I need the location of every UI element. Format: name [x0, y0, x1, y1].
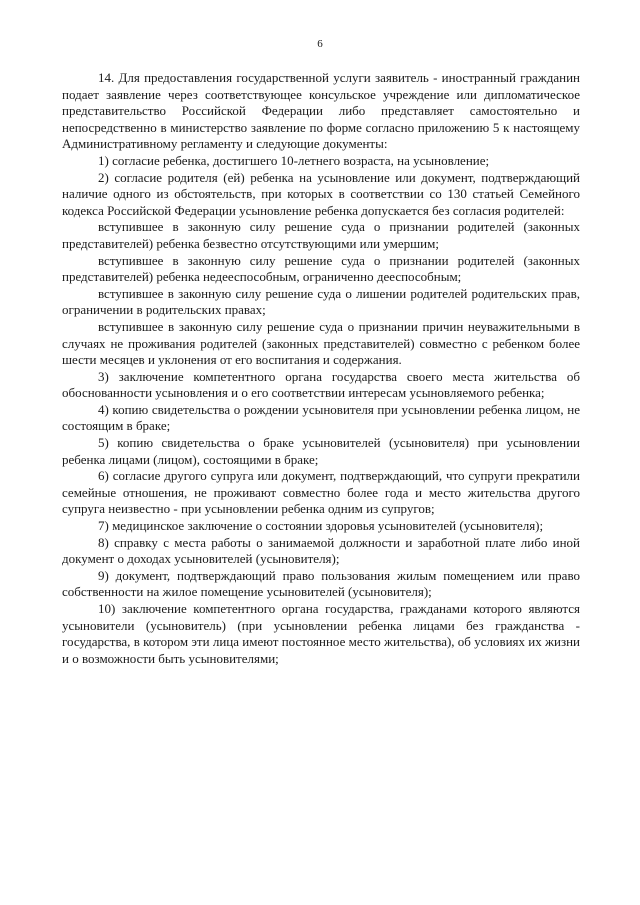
- list-item-5: 5) копию свидетельства о браке усыновителей (усыновителя) при усыновлении ребенка лицами (лицом), состоящими в браке;: [62, 435, 580, 467]
- list-item-1: 1) согласие ребенка, достигшего 10-летнего возраста, на усыновление;: [98, 152, 490, 168]
- sub-item-missing-or-deceased: вступившее в законную силу решение суда о признании родителей (законных представителей) ребенка безвестно отсутствующими или умершим;: [62, 219, 580, 251]
- sub-item-incapacitated: вступившее в законную силу решение суда о признании родителей (законных представителей) ребенка недееспособным, ограниченно дееспособным;: [62, 252, 580, 285]
- list-item-4: 4) копию свидетельства о рождении усыновителя при усыновлении ребенка лицом, не состоящим в браке;: [62, 401, 580, 434]
- list-item-2: 2) согласие родителя (ей) ребенка на усыновление или документ, подтверждающий наличие одного из обстоятельств, при которых в соответствии со 130 статьей Семейного кодекса Российской Федерации усыновление ребенка допускается без согласия родителей:: [62, 169, 580, 218]
- page-number: 6: [317, 38, 323, 50]
- list-item-6: 6) согласие другого супруга или документ, подтверждающий, что супруги прекратили семейные отношения, не проживают совместно более года и место жительства другого супруга неизвестно - при усыновлении ребенка одним из супругов;: [62, 468, 580, 517]
- list-item-7: 7) медицинское заключение о состоянии здоровья усыновителей (усыновителя);: [98, 518, 544, 534]
- document-body: [62, 70, 580, 667]
- list-item-10: 10) заключение компетентного органа государства, гражданами которого являются усыновители (усыновитель) (при усыновлении ребенка лицами без гражданства - государства, в котором эти лица имеют постоянное место жительства), об условиях их жизни и о возможности быть усыновителями;: [62, 601, 580, 666]
- list-item-3: 3) заключение компетентного органа государства своего места жительства об обоснованности усыновления и о его соответствии интересам усыновляемого ребенка;: [62, 368, 580, 401]
- sub-item-deprived-of-rights: вступившее в законную силу решение суда о лишении родителей родительских прав, ограничении в родительских правах;: [62, 285, 580, 318]
- list-item-8: 8) справку с места работы о занимаемой должности и заработной плате либо иной документ о доходах усыновителей (усыновителя);: [62, 534, 580, 567]
- list-item-9: 9) документ, подтверждающий право пользования жилым помещением или право собственности на жилое помещение усыновителей (усыновителя);: [62, 567, 580, 600]
- paragraph-14-intro: 14. Для предоставления государственной услуги заявитель - иностранный гражданин подает заявление через соответствующее консульское учреждение или дипломатическое представительство Российской Федерации либо представляет самостоятельно и непосредственно в министерство заявление по форме согласно приложению 5 к настоящему Административному регламенту и следующие документы:: [62, 70, 580, 152]
- sub-item-not-living-together: вступившее в законную силу решение суда о признании причин неуважительными в случаях не проживания родителей (законных представителей) совместно с ребенком более шести месяцев и уклонения от его воспитания и содержания.: [62, 318, 580, 368]
